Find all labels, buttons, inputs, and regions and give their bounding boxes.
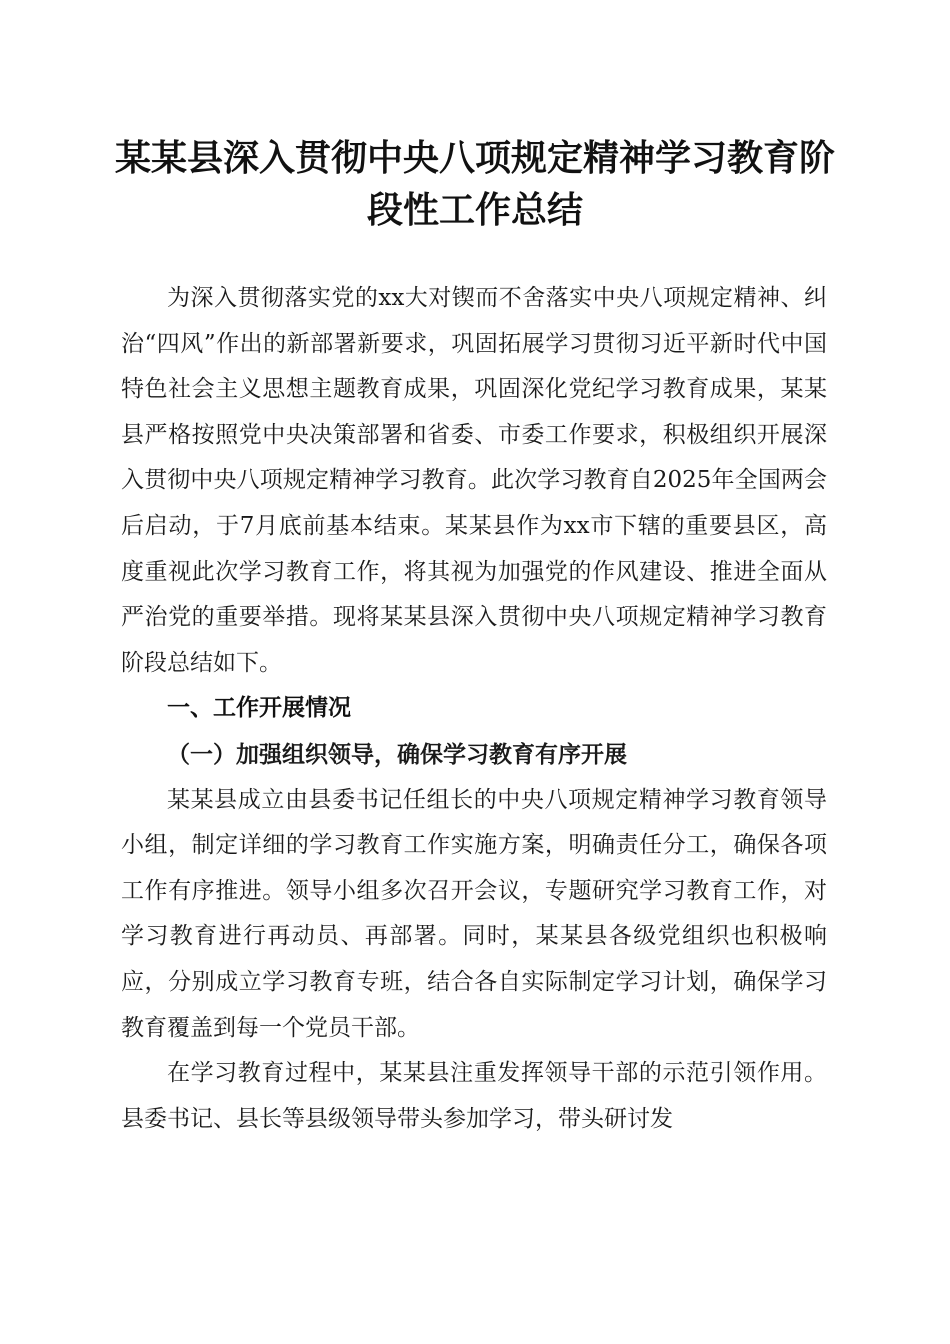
intro-paragraph: 为深入贯彻落实党的xx大对锲而不舍落实中央八项规定精神、纠治“四风”作出的新部署新要求，巩固拓展学习贯彻习近平新时代中国特色社会主义思想主题教育成果，巩固深化党纪学习教育成果，某某县严格按照党中央决策部署和省委、市委工作要求，积极组织开展深入贯彻中央八项规定精神学习教育。此次学习教育自2025年全国两会后启动，于7月底前基本结束。某某县作为xx市下辖的重要县区，高度重视此次学习教育工作，将其视为加强党的作风建设、推进全面从严治党的重要举措。现将某某县深入贯彻中央八项规定精神学习教育阶段总结如下。 [121,285,827,676]
leader-example-paragraph: 在学习教育过程中，某某县注重发挥领导干部的示范引领作用。县委书记、县长等县级领导带头参加学习，带头研讨发 [121,1060,827,1132]
section-heading-work-progress: 一、工作开展情况 [167,695,351,722]
leadership-group-paragraph: 某某县成立由县委书记任组长的中央八项规定精神学习教育领导小组，制定详细的学习教育工作实施方案，明确责任分工，确保各项工作有序推进。领导小组多次召开会议，专题研究学习教育工作，对学习教育进行再动员、再部署。同时，某某县各级党组织也积极响应，分别成立学习教育专班，结合各自实际制定学习计划，确保学习教育覆盖到每一个党员干部。 [121,786,827,1041]
document-title: 某某县深入贯彻中央八项规定精神学习教育阶段性工作总结 [114,137,835,231]
subsection-heading-organization-leadership: （一）加强组织领导，确保学习教育有序开展 [167,740,627,768]
document-body [121,276,827,1142]
